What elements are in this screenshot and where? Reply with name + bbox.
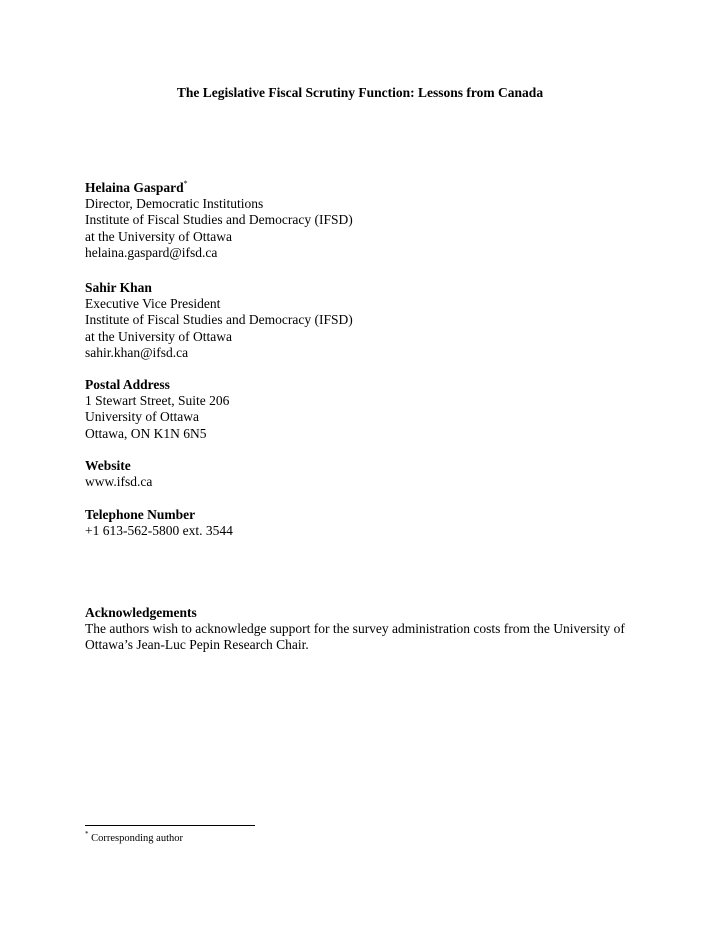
postal-address-block [85,377,685,442]
telephone-number: +1 613-562-5800 ext. 3544 [85,523,233,539]
author-university: at the University of Ottawa [85,228,232,244]
paper-title: The Legislative Fiscal Scrutiny Function: Lessons from Canada [176,85,544,100]
footnote-divider [85,825,255,826]
author-title: Director, Democratic Institutions [85,196,264,212]
telephone-block [85,507,685,539]
website-heading: Website [85,458,131,473]
acknowledgements-heading: Acknowledgements [85,605,197,620]
author-institute: Institute of Fiscal Studies and Democracy (IFSD) [85,312,353,328]
website-url: www.ifsd.ca [85,474,153,490]
telephone-heading: Telephone Number [85,507,196,522]
postal-university: University of Ottawa [85,409,199,425]
postal-city: Ottawa, ON K1N 6N5 [85,425,207,441]
footnote [85,832,183,846]
acknowledgements-block [85,605,645,654]
footnote-text: Corresponding author [91,833,183,844]
author-name: Helaina Gaspard* [85,179,188,195]
footnote-marker: * [183,179,188,188]
author-email: helaina.gaspard@ifsd.ca [85,244,218,260]
author-block-khan [85,280,685,361]
author-university: at the University of Ottawa [85,328,232,344]
author-title: Executive Vice President [85,296,221,312]
postal-street: 1 Stewart Street, Suite 206 [85,393,230,409]
acknowledgements-text: The authors wish to acknowledge support for the survey administration costs from the University of Ottawa’s Jean-Luc Pepin Research Chair. [85,621,625,653]
footnote-marker: * [85,830,89,838]
postal-heading: Postal Address [85,377,170,392]
author-email: sahir.khan@ifsd.ca [85,344,189,360]
website-block [85,458,685,490]
author-block-gaspard [85,180,685,261]
author-name: Sahir Khan [85,280,152,295]
author-institute: Institute of Fiscal Studies and Democracy (IFSD) [85,212,353,228]
